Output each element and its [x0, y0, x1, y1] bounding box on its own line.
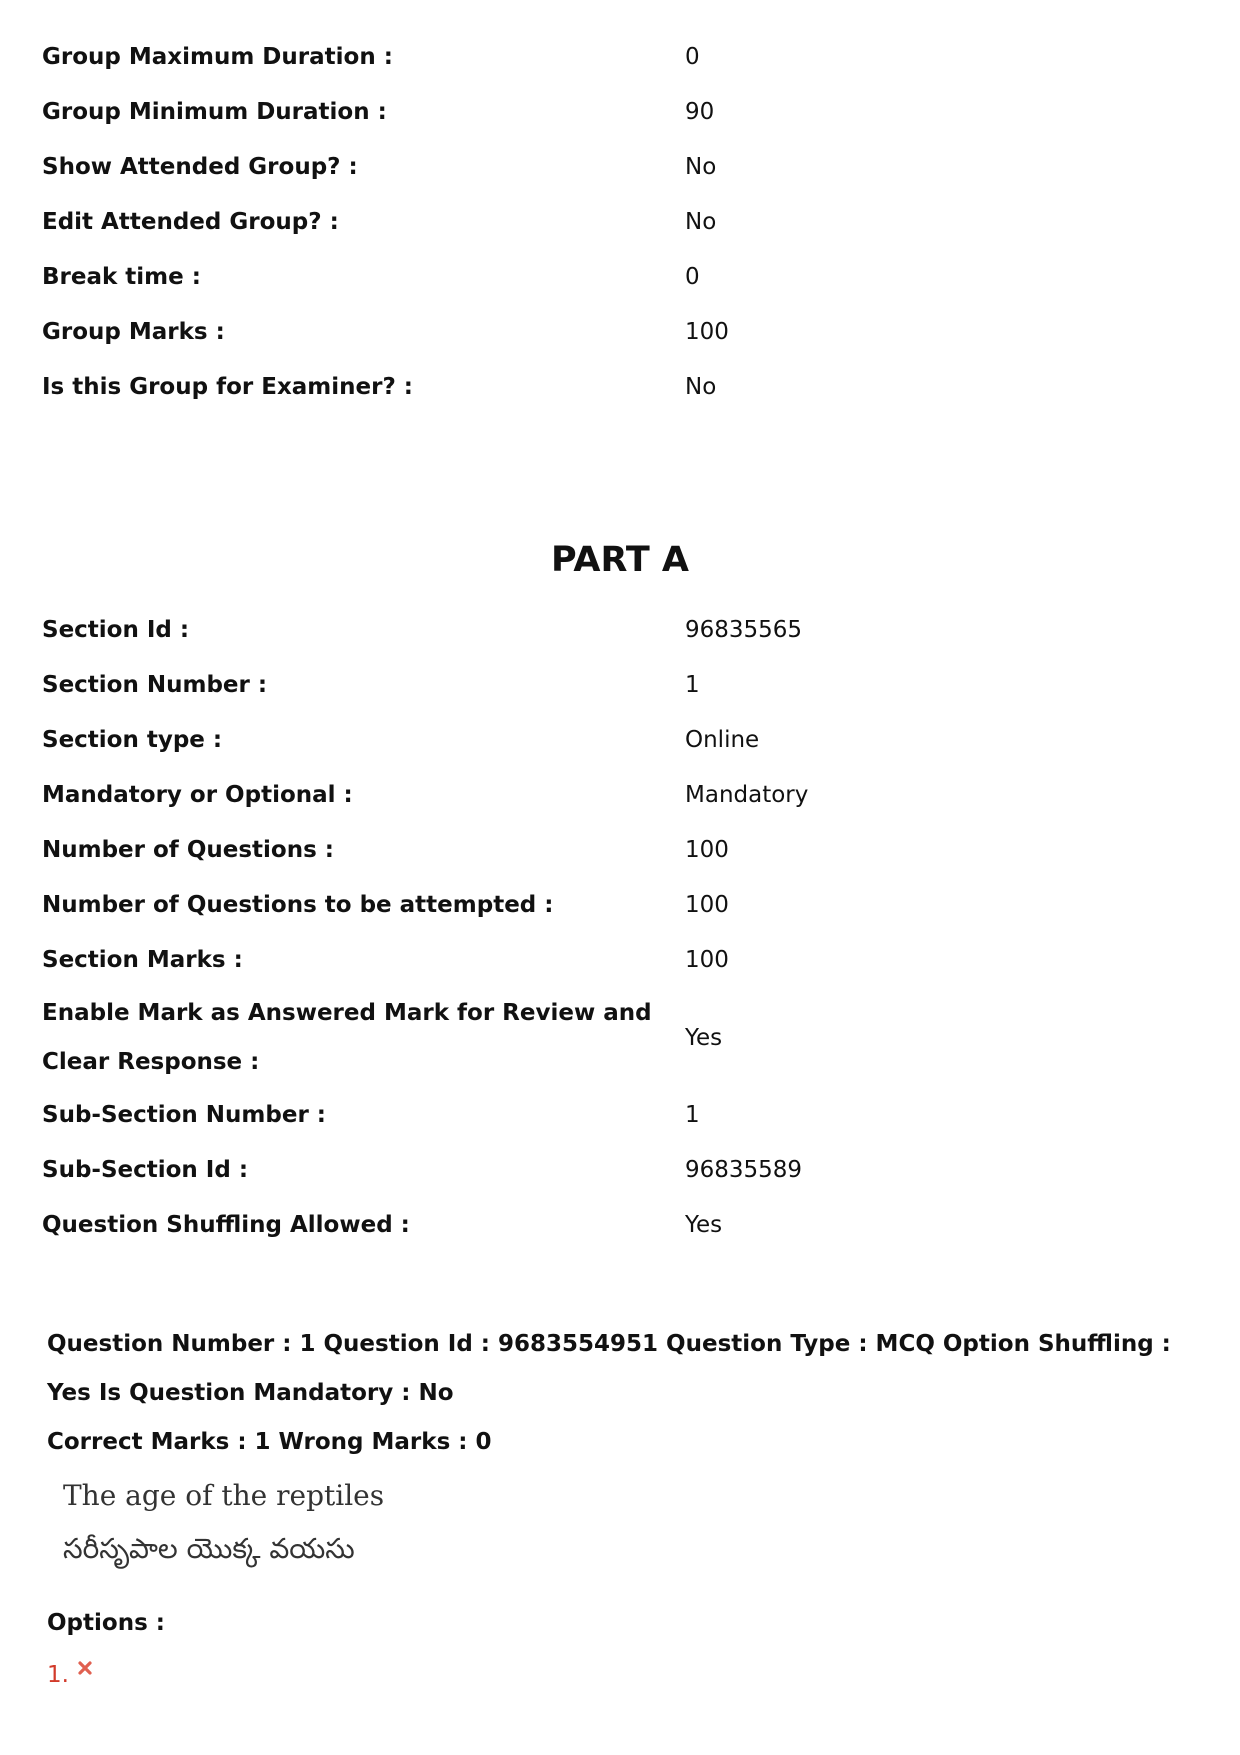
field-label: Mandatory or Optional : — [42, 782, 353, 808]
field-value: 100 — [685, 892, 729, 918]
field-label: Enable Mark as Answered Mark for Review and Clear Response : — [42, 1000, 652, 1075]
field-label: Question Shuffling Allowed : — [42, 1212, 410, 1238]
field-label: Is this Group for Examiner? : — [42, 374, 414, 400]
field-value: Online — [685, 727, 760, 753]
field-value: 96835565 — [685, 617, 803, 643]
field-value: 100 — [685, 319, 729, 345]
option-item — [47, 1658, 1197, 1692]
question-text-image — [63, 1471, 1197, 1577]
field-label: Section type : — [42, 727, 223, 753]
section-info-row — [42, 1143, 1192, 1198]
part-title: PART A — [550, 540, 690, 580]
group-info-row — [42, 140, 1192, 195]
option-number: 1. — [47, 1662, 69, 1688]
section-info-row — [42, 658, 1192, 713]
field-label: Sub-Section Number : — [42, 1102, 327, 1128]
field-label: Section Marks : — [42, 947, 243, 973]
section-info-row — [42, 603, 1192, 658]
field-label: Number of Questions to be attempted : — [42, 892, 554, 918]
section-info-row — [42, 878, 1192, 933]
section-info-row — [42, 933, 1192, 988]
group-info-row — [42, 360, 1192, 415]
field-value: Mandatory — [685, 782, 809, 808]
section-info-table — [42, 603, 1192, 1253]
options-label: Options : — [47, 1610, 165, 1636]
section-info-row — [42, 768, 1192, 823]
field-label: Section Number : — [42, 672, 268, 698]
question-meta: Question Number : 1 Question Id : 9683554951 Question Type : MCQ Option Shuffling : Yes Is Question Mandatory : No — [47, 1331, 1171, 1406]
wrong-cross-icon — [77, 1660, 93, 1676]
field-label: Number of Questions : — [42, 837, 334, 863]
question-block — [47, 1320, 1197, 1692]
field-label: Group Maximum Duration : — [42, 44, 393, 70]
field-value: Yes — [685, 1024, 723, 1051]
field-value: 96835589 — [685, 1157, 803, 1183]
field-label: Group Minimum Duration : — [42, 99, 387, 125]
field-label: Show Attended Group? : — [42, 154, 358, 180]
field-label: Group Marks : — [42, 319, 225, 345]
field-label: Break time : — [42, 264, 201, 290]
group-info-row — [42, 250, 1192, 305]
field-value: 1 — [685, 672, 700, 698]
question-marks: Correct Marks : 1 Wrong Marks : 0 — [47, 1429, 492, 1455]
question-text-english: The age of the reptiles — [63, 1479, 385, 1512]
field-value: 1 — [685, 1102, 700, 1128]
group-info-row — [42, 305, 1192, 360]
group-info-row — [42, 195, 1192, 250]
section-info-row — [42, 1088, 1192, 1143]
field-value: No — [685, 209, 717, 235]
field-value: No — [685, 374, 717, 400]
section-info-row — [42, 823, 1192, 878]
field-value: Yes — [685, 1212, 723, 1238]
section-info-row — [42, 713, 1192, 768]
group-info-row — [42, 85, 1192, 140]
field-value: No — [685, 154, 717, 180]
field-value: 100 — [685, 837, 729, 863]
field-value: 0 — [685, 44, 700, 70]
group-info-table — [42, 30, 1192, 415]
question-text-telugu: సరీసృపాల యొక్క వయసు — [63, 1532, 355, 1565]
field-label: Section Id : — [42, 617, 190, 643]
field-label: Edit Attended Group? : — [42, 209, 339, 235]
field-value: 100 — [685, 947, 729, 973]
field-value: 0 — [685, 264, 700, 290]
field-label: Sub-Section Id : — [42, 1157, 249, 1183]
field-value: 90 — [685, 99, 715, 125]
group-info-row — [42, 30, 1192, 85]
section-info-row — [42, 988, 1192, 1088]
section-info-row — [42, 1198, 1192, 1253]
